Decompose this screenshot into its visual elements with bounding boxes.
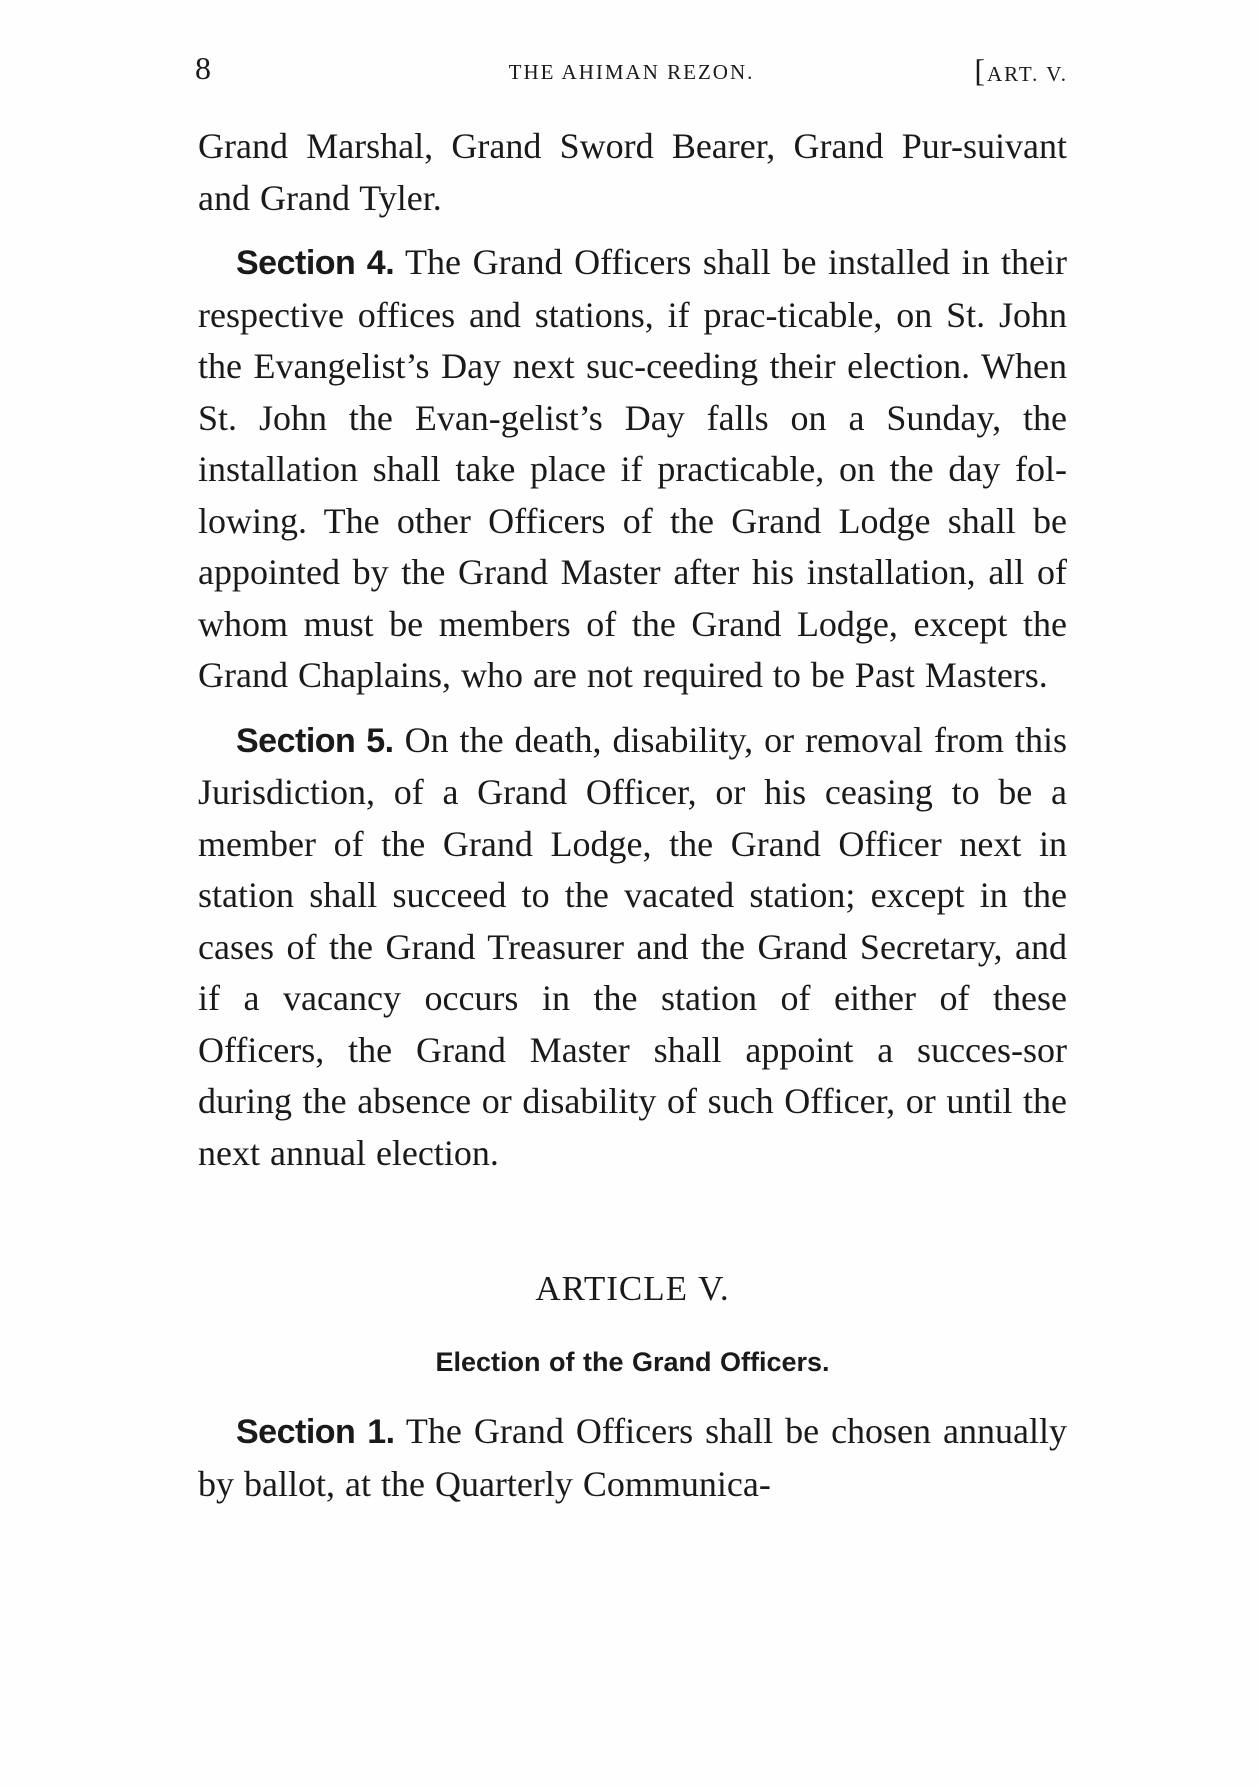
article-section-1-text: The Grand Officers shall be chosen annually by ballot, at the Quarterly Communica- xyxy=(198,1411,1067,1504)
section-5-text: On the death, disability, or removal from this Jurisdiction, of a Grand Officer, or his ceasing to be a member of the Grand Lodge, the Grand Officer next in station shall succeed to the vacated station; except in the cases of the Grand Treasurer and the Grand Secretary, and if a vacancy occurs in the station of either of these Officers, the Grand Master shall appoint a succes-sor during the absence or disability of such Officer, or until the next annual election. xyxy=(198,719,1067,1173)
running-title: THE AHIMAN REZON. xyxy=(508,60,755,84)
page-number: 8 xyxy=(195,50,211,86)
section-4-text: The Grand Officers shall be installed in their respective offices and stations, if prac-ticable, on St. John the Evangelist’s Day next suc-ceeding their election. When St. John the Evan-gelist’s Day falls on a Sunday, the installation shall take place if practicable, on the day fol-lowing. The other Officers of the Grand Lodge shall be appointed by the Grand Master after his installation, all of whom must be members of the Grand Lodge, except the Grand Chaplains, who are not required to be Past Masters. xyxy=(198,242,1067,695)
article-subheading: Election of the Grand Officers. xyxy=(435,1346,830,1377)
section-4-paragraph xyxy=(198,237,1067,702)
section-4-label: Section 4. xyxy=(236,244,395,282)
section-5-paragraph xyxy=(198,715,1067,1180)
section-5-label: Section 5. xyxy=(236,721,394,760)
article-ref-text: ART. V. xyxy=(986,62,1068,86)
article-section-1-label: Section 1. xyxy=(236,1413,395,1451)
article-heading: ARTICLE V. xyxy=(535,1269,730,1308)
article-section-1-paragraph xyxy=(198,1406,1067,1510)
body-text xyxy=(198,121,1067,1523)
running-head xyxy=(195,50,1068,90)
continuation-paragraph: Grand Marshal, Grand Sword Bearer, Grand Pur-suivant and Grand Tyler. xyxy=(198,126,1067,218)
article-ref-bracket: [ xyxy=(974,52,987,88)
running-article-ref xyxy=(974,54,1068,87)
